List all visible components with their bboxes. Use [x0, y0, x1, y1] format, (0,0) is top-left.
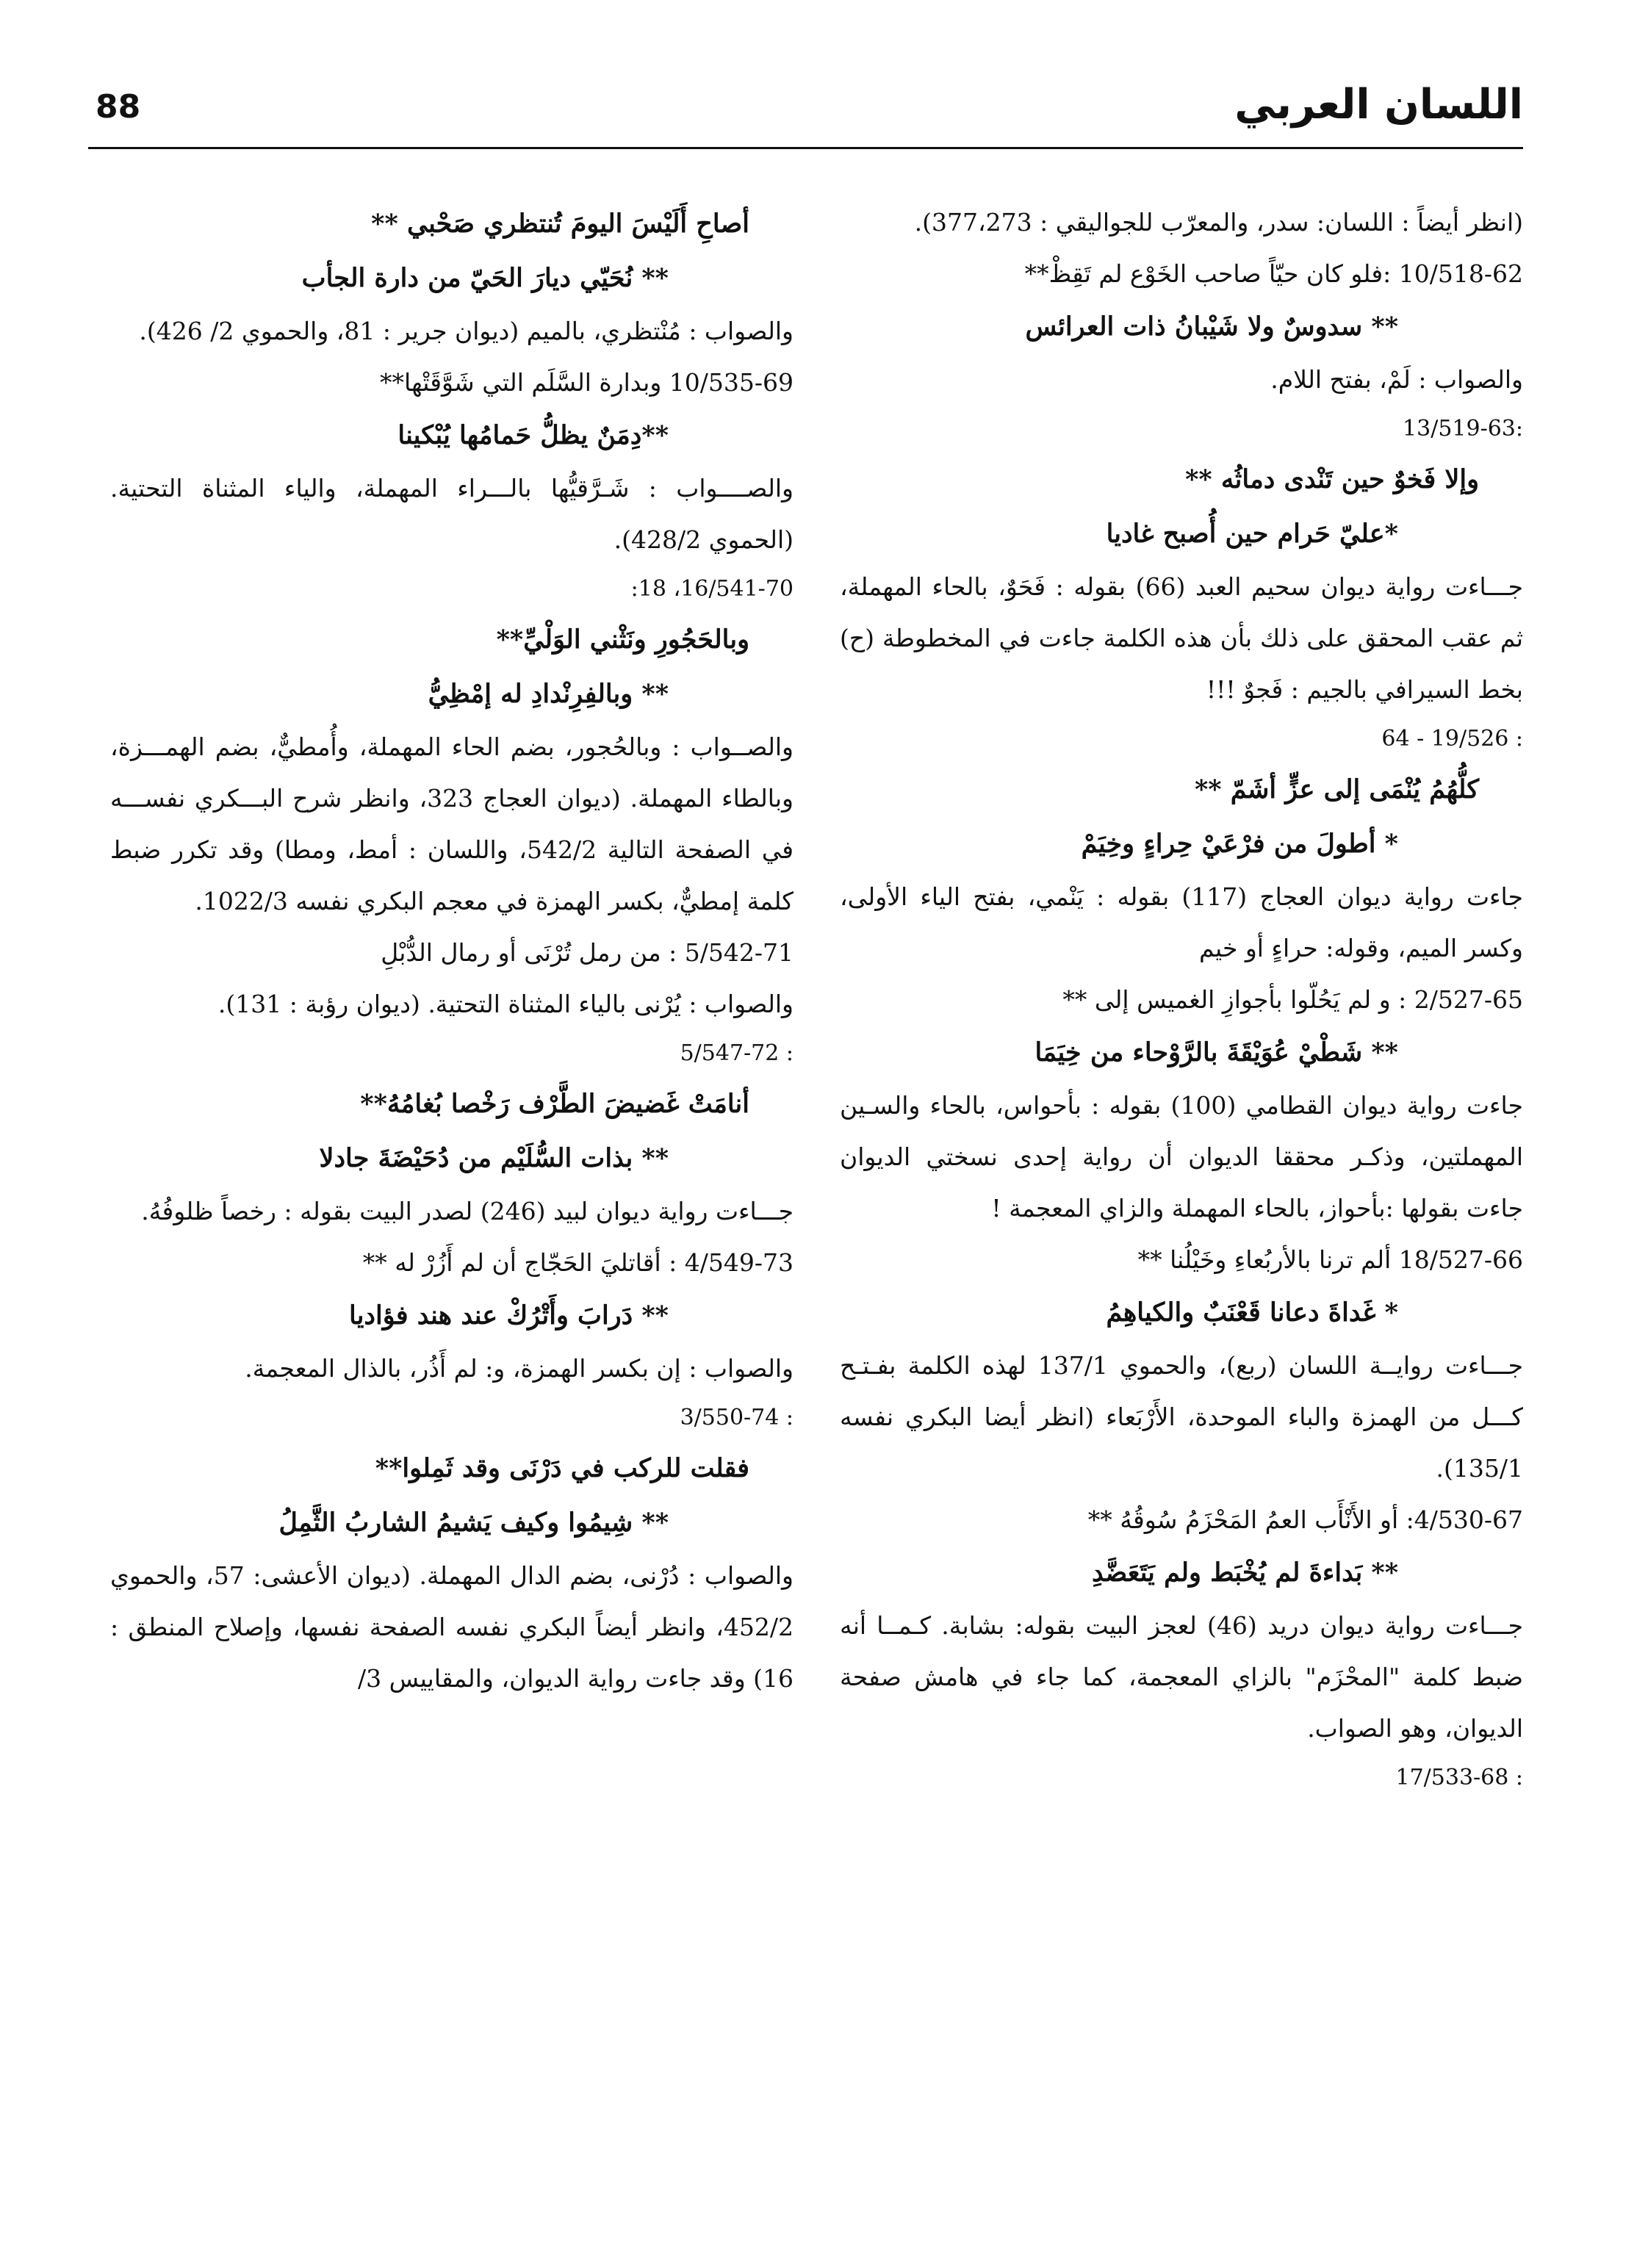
verse-line: وبالحَجُورِ ونَثْني الوَلْيِّ** — [496, 624, 749, 655]
entry-number: : 19/526 - 64 — [1381, 726, 1523, 752]
verse-line: ** بذات السُّلَيْم من دُحَيْضَةَ جادلا — [319, 1143, 669, 1173]
paragraph: والصــــواب : شَـرَّقيُّها بالـــراء المهملة، والياء المثناة التحتية. (الحموي 428/2). — [110, 474, 794, 554]
paragraph: والصــواب : وبالحُجور، بضم الحاء المهملة، وأُمطيٌّ، بضم الهمـــزة، وبالطاء المهملة. (ديوان العجاج 323، وانظر شرح البـــكري نفســـه في الصفحة التالية 542/2، واللسان : أمط، ومطا) وقد تكرر ضبط كلمة إمطيٌّ، بكسر الهمزة في معجم البكري نفسه 1022/3. — [110, 732, 794, 915]
verse-line: ** شِيمُوا وكيف يَشيمُ الشاربُ الثَّمِلُ — [278, 1508, 669, 1538]
page-number: 88 — [96, 88, 141, 126]
entry-number: : 5/547-72 — [680, 1040, 794, 1066]
verse-line: وإلا فَخوٌ حين تَنْدى دماثُه ** — [1185, 464, 1479, 494]
page-header — [88, 73, 1523, 149]
paragraph: والصواب : إن بكسر الهمزة، و: لم أَذُر، بالذال المعجمة. — [245, 1354, 794, 1383]
entry-number: : 17/533-68 — [1395, 1765, 1523, 1790]
entry-number: :13/519-63 — [1403, 416, 1523, 442]
verse-line: *عليّ حَرام حين أُصبح غاديا — [1106, 519, 1398, 549]
paragraph: والصواب : دُرْنى، بضم الدال المهملة. (ديوان الأعشى: 57، والحموي 452/2، وانظر أيضاً البكري نفسه الصفحة نفسها، وإصلاح المنطق : 16) وقد جاءت رواية الديوان، والمقاييس 3/ — [110, 1561, 794, 1693]
paragraph: والصواب : لَمْ، بفتح اللام. — [1270, 365, 1523, 394]
paragraph: جـــاءت رواية ديوان دريد (46) لعجز البيت بقوله: بشابة. كـمــا أنه ضبط كلمة "المحْزَم" بالزاي المعجمة، كما جاء في هامش صفحة الديوان، وهو الصواب. — [840, 1611, 1523, 1743]
journal-title: اللسان العربي — [1234, 81, 1523, 129]
left-column — [110, 197, 794, 1704]
paragraph: 4/530-67: أو الأَنْأَب العمُ المَحْزَمُ سُوقُهُ ** — [1087, 1505, 1523, 1534]
paragraph: (انظر أيضاً : اللسان: سدر، والمعرّب للجواليقي : 377،273). — [914, 208, 1523, 237]
paragraph: والصواب : يُرْنى بالياء المثناة التحتية. (ديوان رؤبة : 131). — [217, 990, 794, 1018]
verse-line: * أطولَ من فرْعَيْ حِراءٍ وخِيَمْ — [1081, 829, 1398, 859]
verse-line: ** سدوسٌ ولا شَيْبانُ ذات العرائس — [1025, 312, 1398, 342]
verse-line: ** نُحَيّي ديارَ الحَيّ من دارة الجأب — [301, 263, 669, 293]
verse-line: **دِمَنٌ يظلُّ حَمامُها يُبْكينا — [397, 420, 669, 450]
entry-number: 16/541-70، 18: — [630, 576, 794, 602]
paragraph: 10/535-69 وبدارة السَّلَم التي شَوَّقَتْها** — [380, 368, 794, 397]
verse-line: كلُّهُمُ يُنْمَى إلى عزٍّ أشَمّ ** — [1194, 774, 1479, 804]
paragraph: جاءت رواية ديوان القطامي (100) بقوله : بأحواس، بالحاء والسـين المهملتين، وذكـر محققا الديوان أن رواية إحدى نسختي الديوان جاءت بقولها :بأحواز، بالحاء المهملة والزاي المعجمة ! — [840, 1091, 1523, 1223]
verse-line: ** دَرابَ وأَتْرُكْ عند هند فؤاديا — [349, 1300, 669, 1331]
paragraph: 10/518-62 :فلو كان حيّاً صاحب الخَوْع لم تَقِظْ** — [1024, 259, 1523, 288]
paragraph: والصواب : مُنْتظري، بالميم (ديوان جرير : 81، والحموي 2/ 426). — [139, 317, 794, 345]
verse-line: أصاحِ أَلَيْسَ اليومَ تُنتظري صَحْبي ** — [371, 209, 749, 239]
verse-line: أنامَتْ غَضيضَ الطَّرْف رَخْصا بُغامُهُ** — [360, 1089, 749, 1119]
paragraph: 2/527-65 : و لم يَحُلّوا بأجوازِ الغميس إلى ** — [1062, 985, 1523, 1014]
paragraph: 5/542-71 : من رمل تُرْنَى أو رمال الدُّبْلِ — [381, 938, 794, 967]
paragraph: جـــاءت روايــة اللسان (ربع)، والحموي 137/1 لهذه الكلمة بفـتـح كـــل من الهمزة والباء الموحدة، الأَرْبَعاء (انظر أيضا البكري نفسه 135/1). — [840, 1351, 1523, 1483]
entry-number: : 3/550-74 — [680, 1405, 794, 1430]
verse-line: ** وبالفِرِنْدادِ له إمْظِيُّ — [428, 679, 669, 709]
paragraph: 4/549-73 : أقاتليَ الحَجّاج أن لم أَزُرْ له ** — [362, 1248, 794, 1277]
verse-line: فقلت للركب في دَرْنَى وقد ثَمِلوا** — [375, 1453, 749, 1483]
verse-line: * غَداةَ دعانا قَعْنَبٌ والكياهِمُ — [1106, 1297, 1398, 1328]
paragraph: جـــاءت رواية ديوان لبيد (246) لصدر البيت بقوله : رخصاً ظلوفُهُ. — [141, 1197, 794, 1225]
verse-line: ** بَداءةَ لم يُخْبَط ولم يَتَعَضَّدِ — [1091, 1558, 1398, 1588]
paragraph: جـــاءت رواية ديوان سحيم العبد (66) بقوله : فَحَوٌ، بالحاء المهملة، ثم عقب المحقق على ذلك بأن هذه الكلمة جاءت في المخطوطة (ح) بخط السيرافي بالجيم : فَجوٌ !!! — [840, 572, 1523, 704]
verse-line: ** شَطْيْ عُوَيْقَةَ بالرَّوْحاء من خِيَمَا — [1035, 1037, 1398, 1068]
paragraph: جاءت رواية ديوان العجاج (117) بقوله : يَنْمي، بفتح الياء الأولى، وكسر الميم، وقوله: حراءٍ أو خيم — [840, 882, 1523, 962]
right-column — [840, 197, 1523, 1801]
paragraph: 18/527-66 ألم ترنا بالأربُعاءِ وخَيْلُنا ** — [1137, 1245, 1523, 1274]
